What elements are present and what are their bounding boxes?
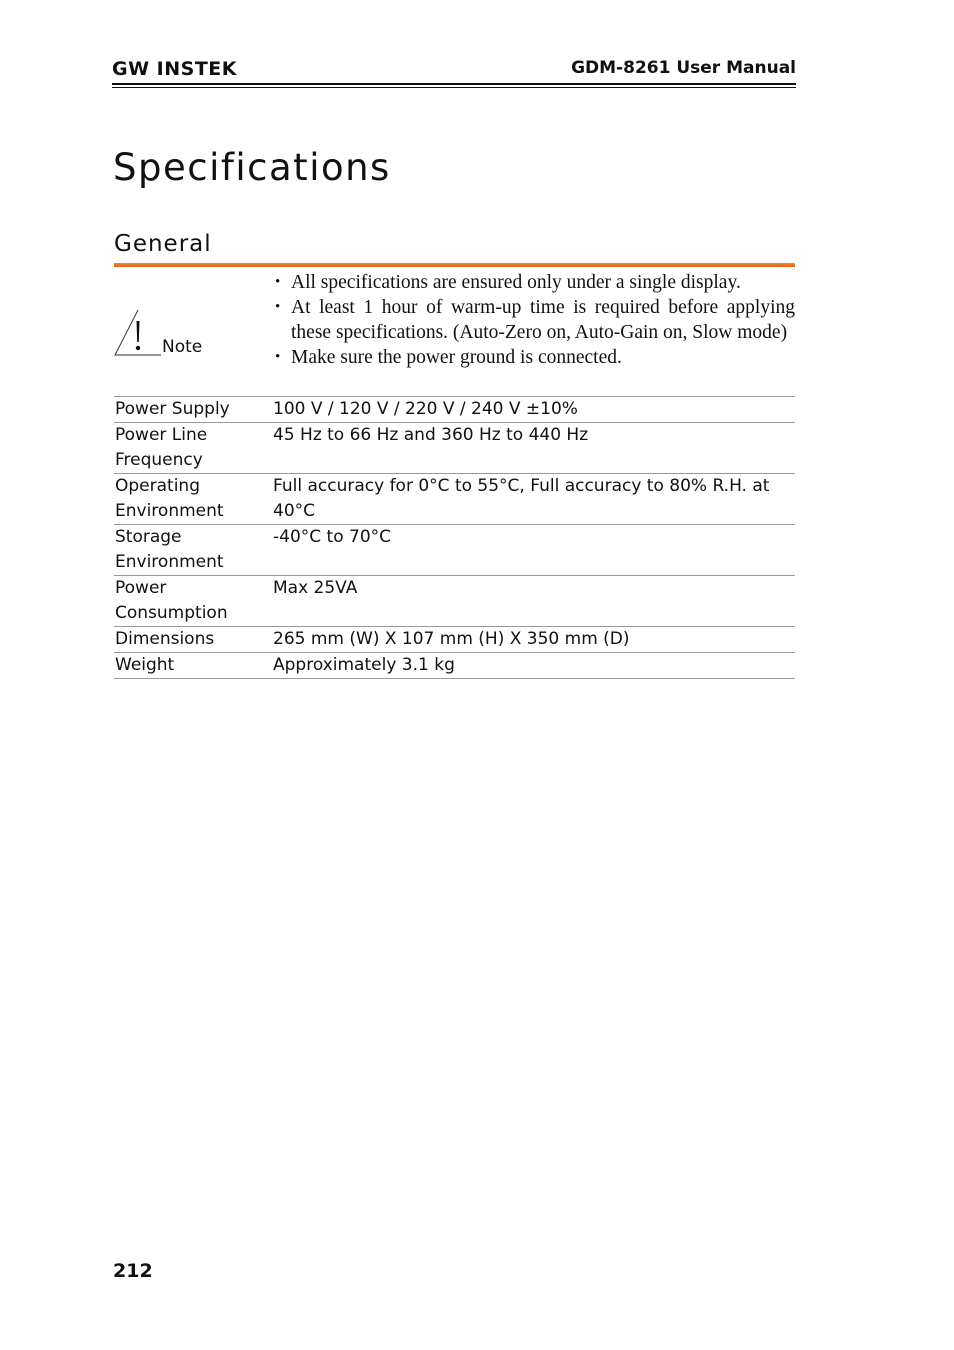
section-title: General [114,231,212,257]
note-item: • At least 1 hour of warm-up time is required before applying these specifications. (Auto-Zero on, Auto-Gain on, Slow mode) [291,295,795,345]
spec-row-storage-environment [114,525,795,576]
spec-value: Approximately 3.1 kg [273,653,795,679]
spec-label: Power Line Frequency [114,423,273,474]
spec-value: Full accuracy for 0°C to 55°C, Full accuracy to 80% R.H. at 40°C [273,474,795,525]
note-cell [114,268,273,397]
spec-label: Operating Environment [114,474,273,525]
page-title: Specifications [113,146,391,189]
page-header [112,56,796,90]
spec-label: Power Consumption [114,576,273,627]
spec-label: Dimensions [114,627,273,653]
note-label: Note [162,337,203,357]
spec-table [114,268,795,679]
spec-value: -40°C to 70°C [273,525,795,576]
note-list [273,268,795,370]
spec-label: Storage Environment [114,525,273,576]
warning-triangle-icon [114,308,162,356]
section-divider [114,263,795,267]
spec-row-dimensions [114,627,795,653]
gw-instek-logo: GW INSTEK [112,58,237,80]
spec-value: 265 mm (W) X 107 mm (H) X 350 mm (D) [273,627,795,653]
spec-label: Weight [114,653,273,679]
spec-value: 45 Hz to 66 Hz and 360 Hz to 440 Hz [273,423,795,474]
manual-title: GDM-8261 User Manual [571,58,796,78]
spec-row-weight [114,653,795,679]
header-rule-thin [112,87,796,88]
spec-row-operating-environment [114,474,795,525]
page-number: 212 [113,1260,153,1282]
spec-value: 100 V / 120 V / 220 V / 240 V ±10% [273,397,795,423]
note-item: • All specifications are ensured only under a single display. [291,270,795,295]
spec-row-power-supply [114,397,795,423]
spec-row-power-line-frequency [114,423,795,474]
spec-label: Power Supply [114,397,273,423]
spec-row-power-consumption [114,576,795,627]
note-item: • Make sure the power ground is connected. [291,345,795,370]
spec-value: Max 25VA [273,576,795,627]
header-rule [112,83,796,85]
note-row [114,268,795,397]
note-content [273,268,795,397]
